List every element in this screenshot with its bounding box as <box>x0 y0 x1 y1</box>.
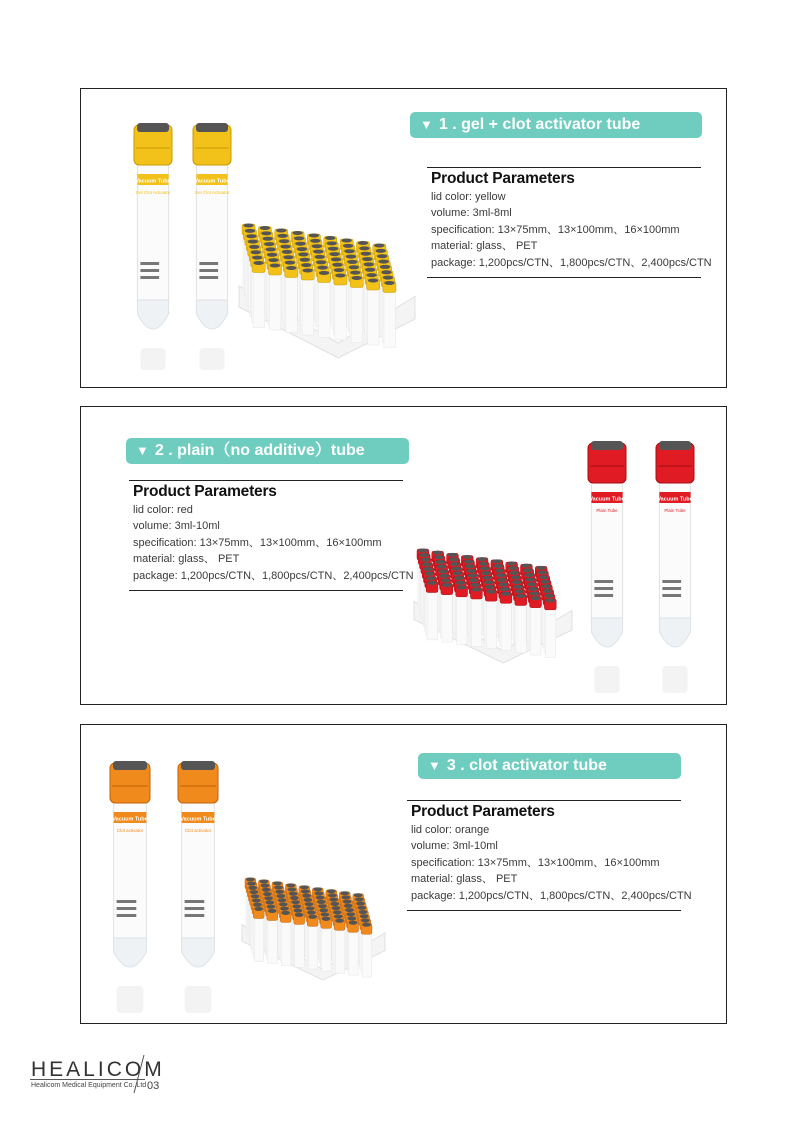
product-parameters <box>427 167 712 278</box>
param-specification: specification: 13×75mm、13×100mm、16×100mm <box>431 223 680 236</box>
svg-text:Vacuum Tube: Vacuum Tube <box>194 178 230 185</box>
divider <box>129 480 403 481</box>
param-volume: volume: 3ml-8ml <box>431 207 512 219</box>
tube-rack-image <box>236 868 391 986</box>
divider <box>427 277 701 278</box>
tube-rack-image <box>233 214 421 364</box>
svg-text:Vacuum Tube: Vacuum Tube <box>589 496 625 503</box>
param-package: package: 1,200pcs/CTN、1,800pcs/CTN、2,400pcs/CTN <box>431 256 712 269</box>
param-material: material: glass、 PET <box>411 873 518 885</box>
tube-image <box>192 122 232 372</box>
tube-image <box>587 440 627 695</box>
param-specification: specification: 13×75mm、13×100mm、16×100mm <box>133 536 382 549</box>
svg-text:Clot activator: Clot activator <box>116 828 144 833</box>
svg-text:Gel Clot Activator: Gel Clot Activator <box>194 190 230 195</box>
svg-text:Clot activator: Clot activator <box>184 828 212 833</box>
svg-text:Plain Tube: Plain Tube <box>664 508 686 513</box>
svg-text:Gel Clot Activator: Gel Clot Activator <box>135 190 171 195</box>
svg-text:Vacuum Tube: Vacuum Tube <box>112 816 148 823</box>
params-title: Product Parameters <box>431 170 575 187</box>
triangle-down-icon: ▼ <box>420 117 433 132</box>
product-parameters <box>129 480 414 591</box>
company-name: Healicom Medical Equipment Co.,Ltd <box>31 1082 147 1089</box>
banner-label: 3 . clot activator tube <box>446 757 607 774</box>
section-banner <box>418 753 681 779</box>
params-title: Product Parameters <box>411 803 555 820</box>
param-material: material: glass、 PET <box>133 553 240 565</box>
tube-image <box>655 440 695 695</box>
brand-logo: HEALICOM <box>31 1058 165 1081</box>
svg-text:Vacuum Tube: Vacuum Tube <box>657 496 693 503</box>
param-package: package: 1,200pcs/CTN、1,800pcs/CTN、2,400pcs/CTN <box>411 889 692 902</box>
param-lid-color: lid color: orange <box>411 823 490 836</box>
param-lid-color: lid color: red <box>133 503 193 516</box>
triangle-down-icon: ▼ <box>136 443 149 458</box>
divider <box>427 167 701 168</box>
params-title: Product Parameters <box>133 483 277 500</box>
svg-text:Vacuum Tube: Vacuum Tube <box>135 178 171 185</box>
divider <box>129 590 403 591</box>
svg-text:Vacuum Tube: Vacuum Tube <box>180 816 216 823</box>
product-parameters <box>407 800 692 911</box>
tube-image <box>109 760 151 1015</box>
param-package: package: 1,200pcs/CTN、1,800pcs/CTN、2,400pcs/CTN <box>133 569 414 582</box>
banner-label: 2 . plain（no additive）tube <box>154 442 365 459</box>
param-volume: volume: 3ml-10ml <box>133 520 220 532</box>
svg-text:Plain Tube: Plain Tube <box>596 508 618 513</box>
triangle-down-icon: ▼ <box>428 758 441 773</box>
param-lid-color: lid color: yellow <box>431 190 506 203</box>
banner-label: 1 . gel + clot activator tube <box>438 116 641 133</box>
product-panel-gel-clot <box>80 88 727 388</box>
tube-rack-image <box>408 539 578 669</box>
section-banner <box>410 112 702 138</box>
param-specification: specification: 13×75mm、13×100mm、16×100mm <box>411 856 660 869</box>
param-volume: volume: 3ml-10ml <box>411 840 498 852</box>
tube-image <box>177 760 219 1015</box>
tube-image <box>133 122 173 372</box>
product-panel-clot-activator <box>80 724 727 1024</box>
product-panel-plain <box>80 406 727 705</box>
slash-divider <box>132 1054 146 1094</box>
page-number: 03 <box>147 1080 160 1092</box>
section-banner <box>126 438 409 464</box>
param-material: material: glass、 PET <box>431 240 538 252</box>
divider <box>30 1079 145 1080</box>
divider <box>407 910 681 911</box>
divider <box>407 800 681 801</box>
